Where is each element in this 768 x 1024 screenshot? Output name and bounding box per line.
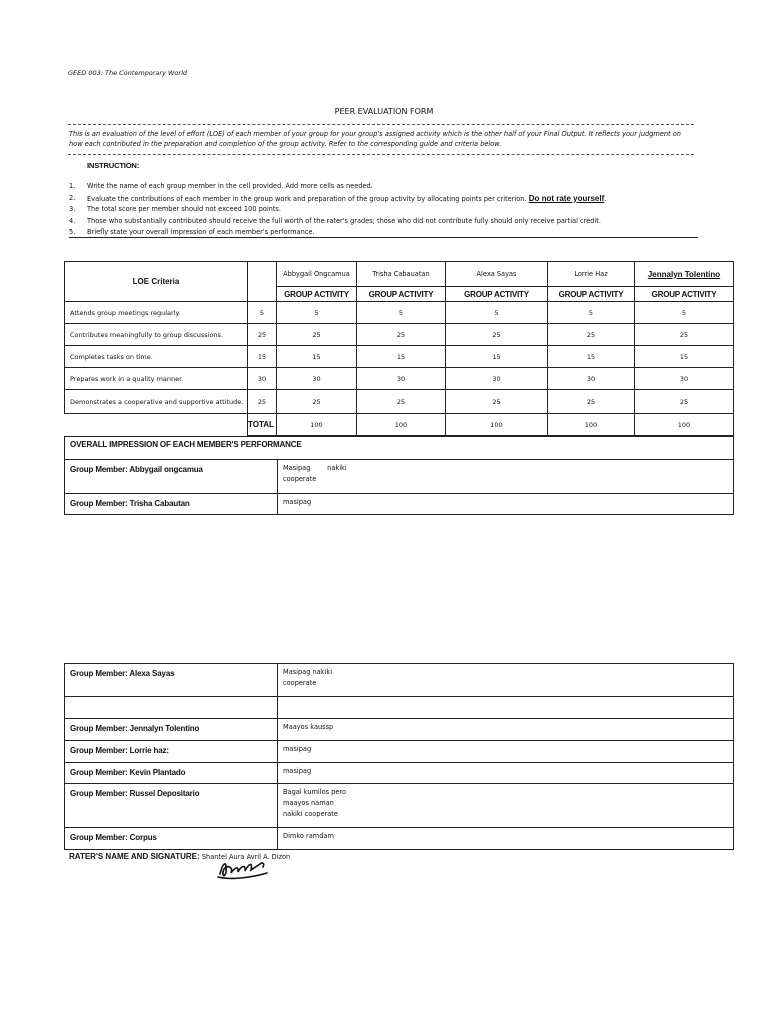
criterion-max-points: 5 [248,302,277,324]
impression-table-2 [64,663,734,850]
score-cell: 25 [548,390,635,414]
score-cell: 25 [635,390,734,414]
total-score-cell: 100 [635,414,734,436]
score-cell: 30 [357,368,446,390]
instruction-item [69,193,699,205]
loe-header-row [65,262,734,287]
total-score-cell: 100 [446,414,548,436]
impression-header: OVERALL IMPRESSION OF EACH MEMBER'S PERFORMANCE [65,437,734,460]
impression-row [65,664,734,697]
score-cell: 25 [548,324,635,346]
instruction-item [69,204,699,216]
score-cell: 25 [446,324,548,346]
group-activity-label: GROUP ACTIVITY [357,287,446,302]
rater-name: Shantel Aura Avril A. Dizon [201,853,291,861]
form-title: PEER EVALUATION FORM [334,107,434,116]
instruction-text [87,216,601,228]
criterion-max-points: 15 [248,346,277,368]
score-cell: 25 [357,390,446,414]
criterion-label: Completes tasks on time. [65,346,248,368]
member-label: Group Member: Abbygail ongcamua [65,460,278,494]
impression-text [278,697,734,719]
impression-text [278,784,734,828]
member-name-header: Lorrie Haz [548,262,635,287]
impression-header-row [65,437,734,460]
impression-line: Maayos kaussp [283,723,334,731]
criterion-max-points: 25 [248,390,277,414]
score-cell: 15 [277,346,357,368]
instruction-number: 3. [69,205,76,214]
score-cell: 5 [357,302,446,324]
criterion-max-points: 30 [248,368,277,390]
rater-label: RATER'S NAME AND SIGNATURE: [69,852,200,861]
instruction-main-text: Briefly state your overall impression of each member's performance. [87,228,315,237]
impression-line: Dimko ramdam [283,832,334,840]
instruction-tail: . [604,194,607,203]
total-score-cell: 100 [548,414,635,436]
score-cell: 15 [357,346,446,368]
impression-line: Bagal kumilos pero [283,788,347,796]
score-cell: 30 [635,368,734,390]
instruction-main-text: Those who substantially contributed should receive the full worth of the rater's grades; those who did not contribute fully should only receive partial credit. [87,216,601,225]
dashed-divider-top [68,124,694,125]
instruction-heading: INSTRUCTION: [87,161,140,170]
member-name-header: Trisha Cabauatan [357,262,446,287]
criterion-label: Prepares work in a quality manner. [65,368,248,390]
member-label: Group Member: Lorrie haz: [65,741,278,763]
impression-text [278,741,734,763]
impression-text [278,664,734,697]
course-title: GEED 003: The Contemporary World [68,69,188,77]
impression-row [65,719,734,741]
impression-line: cooperate [283,679,317,687]
instruction-item [69,181,699,193]
member-name-header: Jennalyn Tolentino [635,262,734,287]
score-cell: 25 [635,324,734,346]
score-cell: 5 [635,302,734,324]
member-name-header: Alexa Sayas [446,262,548,287]
impression-table-1 [64,436,734,515]
member-label: Group Member: Trisha Cabautan [65,494,278,515]
impression-text [278,828,734,850]
score-cell: 30 [277,368,357,390]
group-activity-label: GROUP ACTIVITY [277,287,357,302]
impression-row [65,763,734,784]
instruction-emphasis: Do not rate yourself [528,193,605,203]
total-score-cell: 100 [277,414,357,436]
instruction-number: 4. [69,216,76,225]
criterion-label: Attends group meetings regularly. [65,302,248,324]
instruction-text [87,193,606,205]
loe-criterion-row [65,368,734,390]
group-activity-label: GROUP ACTIVITY [548,287,635,302]
member-label: Group Member: Corpus [65,828,278,850]
impression-row [65,460,734,494]
impression-text [278,719,734,741]
score-cell: 5 [277,302,357,324]
instruction-number: 2. [69,193,76,202]
loe-total-row [65,414,734,436]
score-cell: 25 [357,324,446,346]
total-spacer [65,414,248,436]
group-activity-label: GROUP ACTIVITY [446,287,548,302]
impression-row [65,741,734,763]
instruction-main-text: Evaluate the contributions of each member in the group work and preparation of the group activity by allocating points per criterion. [87,194,529,203]
impression-line: Masipag nakiki [283,668,333,676]
member-name-header: Abbygail Ongcamua [277,262,357,287]
instruction-list [69,181,699,239]
score-cell: 15 [635,346,734,368]
instruction-text [87,204,281,216]
signature-image [215,854,271,882]
dashed-divider-bottom [68,154,694,155]
impression-line: Masipag nakiki [283,464,347,472]
instruction-number: 1. [69,182,76,190]
score-cell: 25 [277,324,357,346]
instruction-main-text: The total score per member should not exceed 100 points. [87,205,281,214]
group-activity-label: GROUP ACTIVITY [635,287,734,302]
loe-criterion-row [65,324,734,346]
impression-row [65,494,734,515]
impression-text [278,494,734,515]
instruction-text [87,181,373,193]
impression-row [65,828,734,850]
impression-text [278,763,734,784]
instruction-rule [69,237,698,238]
impression-line: cooperate [283,475,317,483]
loe-criterion-row [65,346,734,368]
instruction-item [69,216,699,228]
loe-criterion-row [65,390,734,414]
score-cell: 15 [446,346,548,368]
loe-table [64,261,734,436]
impression-text [278,460,734,494]
impression-line: masipag [283,498,312,506]
score-cell: 25 [446,390,548,414]
impression-row [65,784,734,828]
score-cell: 5 [446,302,548,324]
impression-row [65,697,734,719]
member-label: Group Member: Russel Depositario [65,784,278,828]
score-cell: 15 [548,346,635,368]
member-label: Group Member: Jennalyn Tolentino [65,719,278,741]
impression-line: masipag [283,745,312,753]
score-cell: 30 [446,368,548,390]
impression-line: maayos naman [283,799,334,807]
score-cell: 5 [548,302,635,324]
total-score-cell: 100 [357,414,446,436]
criterion-label: Demonstrates a cooperative and supportive attitude. [65,390,248,414]
member-label [65,697,278,719]
impression-line: masipag [283,767,312,775]
total-label: TOTAL [248,414,277,436]
instruction-main-text: Write the name of each group member in the cell provided. Add more cells as needed. [87,182,373,190]
score-cell: 30 [548,368,635,390]
criterion-max-points: 25 [248,324,277,346]
loe-criterion-row [65,302,734,324]
member-label: Group Member: Kevin Plantado [65,763,278,784]
max-points-header [248,262,277,302]
criterion-label: Contributes meaningfully to group discussions. [65,324,248,346]
intro-paragraph: This is an evaluation of the level of effort (LOE) of each member of your group for your group's assigned activity which is the other half of your Final Output. It reflects your judgment on how each contributed in the preparation and completion of the group activity. Refer to the corresponding guide and criteria below. [69,130,681,148]
instruction-number: 5. [69,228,76,237]
member-label: Group Member: Alexa Sayas [65,664,278,697]
loe-criteria-header: LOE Criteria [65,262,248,302]
score-cell: 25 [277,390,357,414]
impression-line: nakiki cooperate [283,810,338,818]
